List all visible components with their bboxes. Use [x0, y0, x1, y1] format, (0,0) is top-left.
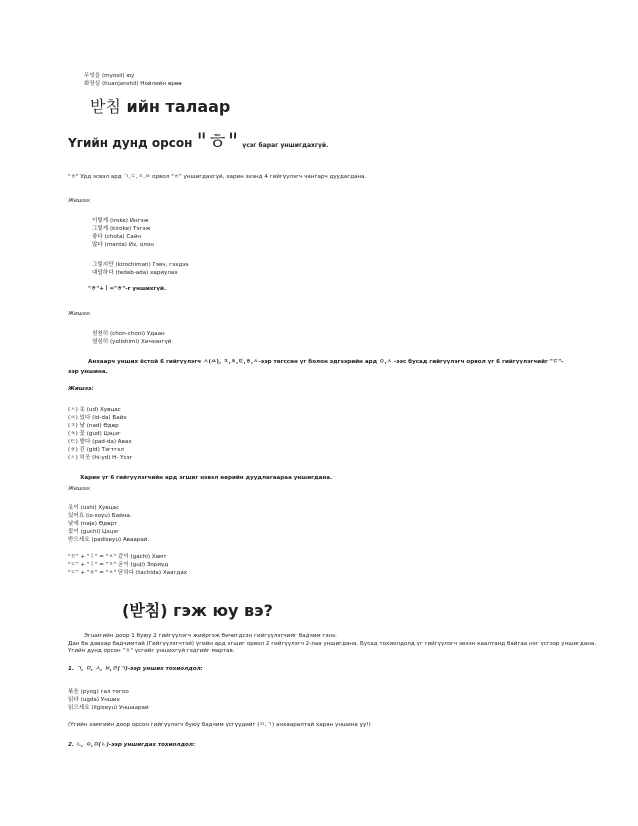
heading-h-silent	[68, 130, 329, 155]
note-line: (Үгийн хамгийн доор орсон гийгүүлэгч буюу бадчим үсгүүдийг (ㅁ,ㄱ) анхааралтай харан уншина уу!)	[68, 722, 371, 728]
example-line: (ㅈ) 낮 (nad) Өдөр	[68, 423, 119, 429]
heading-h-suffix: үсэг бараг уншигдахгүй.	[242, 142, 329, 149]
example-line: (ㅅ) 히읏 (hi-yd) Н- Үсэг	[68, 455, 133, 461]
example-line: "ㄷ" + "ㅎ" = "ㅊ" 닫히다 (tachida) Хаагдах	[68, 570, 188, 576]
example-line: 이렇게 (iroke) Ингэж	[92, 218, 149, 224]
heading-what-is-batchim: (받침) гэж юу вэ?	[122, 601, 273, 620]
example-line: 볶음 (pyog) гал тогоо	[68, 689, 129, 695]
example-line: (ㅊ) 꽃 (gud) Цэцэг	[68, 431, 121, 437]
example-line: 읽으세요 (ilgiseyu) Уншаарай	[68, 705, 149, 711]
rule-h-plus-i: "ㅎ"+ㅣ="ㅎ"-г уншихгүй.	[88, 286, 167, 292]
rule-vowel-follows: Харин үг 6 гийгүүлэгчийн ард эгшиг нэвэл өөрийн дуудлагаараа уншигдана.	[80, 475, 333, 481]
rule-six-consonants: Анхаарч унших ёстой 6 гийгүүлэгч ㅅ(ㅆ), ㅈ,ㅊ,ㅌ,ㅎ,ㅅ-ээр төгссөн үг болон эдгээрийн ард ㅇ,ㅅ -ээс бусад гийгүүлэгч орвол үг 6 гийгүүлэгчийг "ㄷ"-ээр уншина.	[68, 359, 564, 375]
example-line: 천천히 (chon-choni) Удаан	[92, 331, 165, 337]
example-line: (ㅎ) 긷 (gid) Тэгтгэл	[68, 447, 124, 453]
example-label: Жишээ:	[68, 311, 91, 317]
heading-korean: 받침	[90, 97, 121, 116]
top-line-2: 화장실 (huanjanshil) Нойлийн өрөө	[84, 81, 182, 87]
paragraph-h-rule: "ㅎ" Урд эсвэл ард ㄱ,ㄷ,ㅈ,ㅂ орвол "ㅎ" уншигдахгүй, харин эхэнд 4 гийгүүлэгч чангарч дуудагдана.	[68, 174, 367, 180]
example-line: 그렇게 (kiroke) Тэгэж	[92, 226, 151, 232]
heading-h-prefix: Үгийн дунд орсон	[68, 136, 193, 150]
example-line: (ㅆ) 있다 (id-da) Байх	[68, 415, 127, 421]
example-line: "ㄷ" + "ㅣ" = "ㅈ" 굳이 (guji) Зориуд	[68, 562, 169, 568]
top-line-1: 무엇을 (myosil) юу	[84, 73, 135, 79]
example-line: 좋다 (chota) Сайн	[92, 234, 142, 240]
example-line: 많다 (manta) Их, олон	[92, 242, 154, 248]
example-line: 읽다 (ugda) Унших	[68, 697, 120, 703]
example-line: 그렇지만 (kirochiman) Гэвч, гэхдээ	[92, 262, 189, 268]
heading-rest: ийн талаар	[126, 97, 231, 116]
example-line: (ㅌ) 밭다 (pad-da) Авах	[68, 439, 132, 445]
section-2-heading: 2. ㄴ, ㅇ,ㅁ(ㄴ)-ээр уншигдах тохиолдол:	[68, 742, 196, 748]
example-label: Жишээ:	[68, 198, 91, 204]
heading-batchim-about	[90, 98, 230, 116]
example-label: Жишээ:	[68, 486, 91, 492]
example-line: "ㅌ" + "ㅣ" = "ㅊ" 같이 (gachi) Хамт	[68, 554, 167, 560]
paragraph-definition: Үгийн дунд орсон "ㅎ" үсгийг уншихгүй гэдгийг мартав.	[68, 648, 235, 654]
example-line: 꽃이 (guchi) Цэцэг	[68, 529, 120, 535]
example-line: 열심히 (yolishimi) Хичээнгүй	[92, 339, 172, 345]
example-line: 받으세요 (padiseyu) Аваарай.	[68, 537, 150, 543]
section-1-heading: 1. ㄱ, ㅁ, ㅅ, ㅂ,ㄹ(ㄱ)-ээр унших тохиолдол:	[68, 666, 203, 672]
heading-h-quote: "ㅎ"	[196, 130, 239, 155]
paragraph-definition: Эгшигийн доор 1 буюу 2 гийгүүлэгч жийргэж бичигдсэн гийгүүлэгчийг бадчим гэнэ.	[84, 633, 337, 639]
example-line: 낮에 (naje) Өдөрт	[68, 521, 118, 527]
example-label: Жишээ:	[68, 386, 94, 392]
example-line: 있어요 (is-soyu) Байна.	[68, 513, 132, 519]
example-line: (ㅅ) 옷 (ud) Хувцас	[68, 407, 121, 413]
example-line: 옷이 (ushi) Хувцас	[68, 505, 120, 511]
paragraph-definition: Дан ба давхар бадчимтай (Гийгүүлэгчтэй) үгийн ард эгшиг орвол 2 гийгүүлэгч 2-лаа уншигдана. Бусад тохиолдолд үг гийгүүлэгч эвхэн каалтанд байгаа нэг үсгээр уншигдана.	[68, 641, 597, 647]
example-line: 대답하다 (tedab-ada) хариулах	[92, 270, 178, 276]
